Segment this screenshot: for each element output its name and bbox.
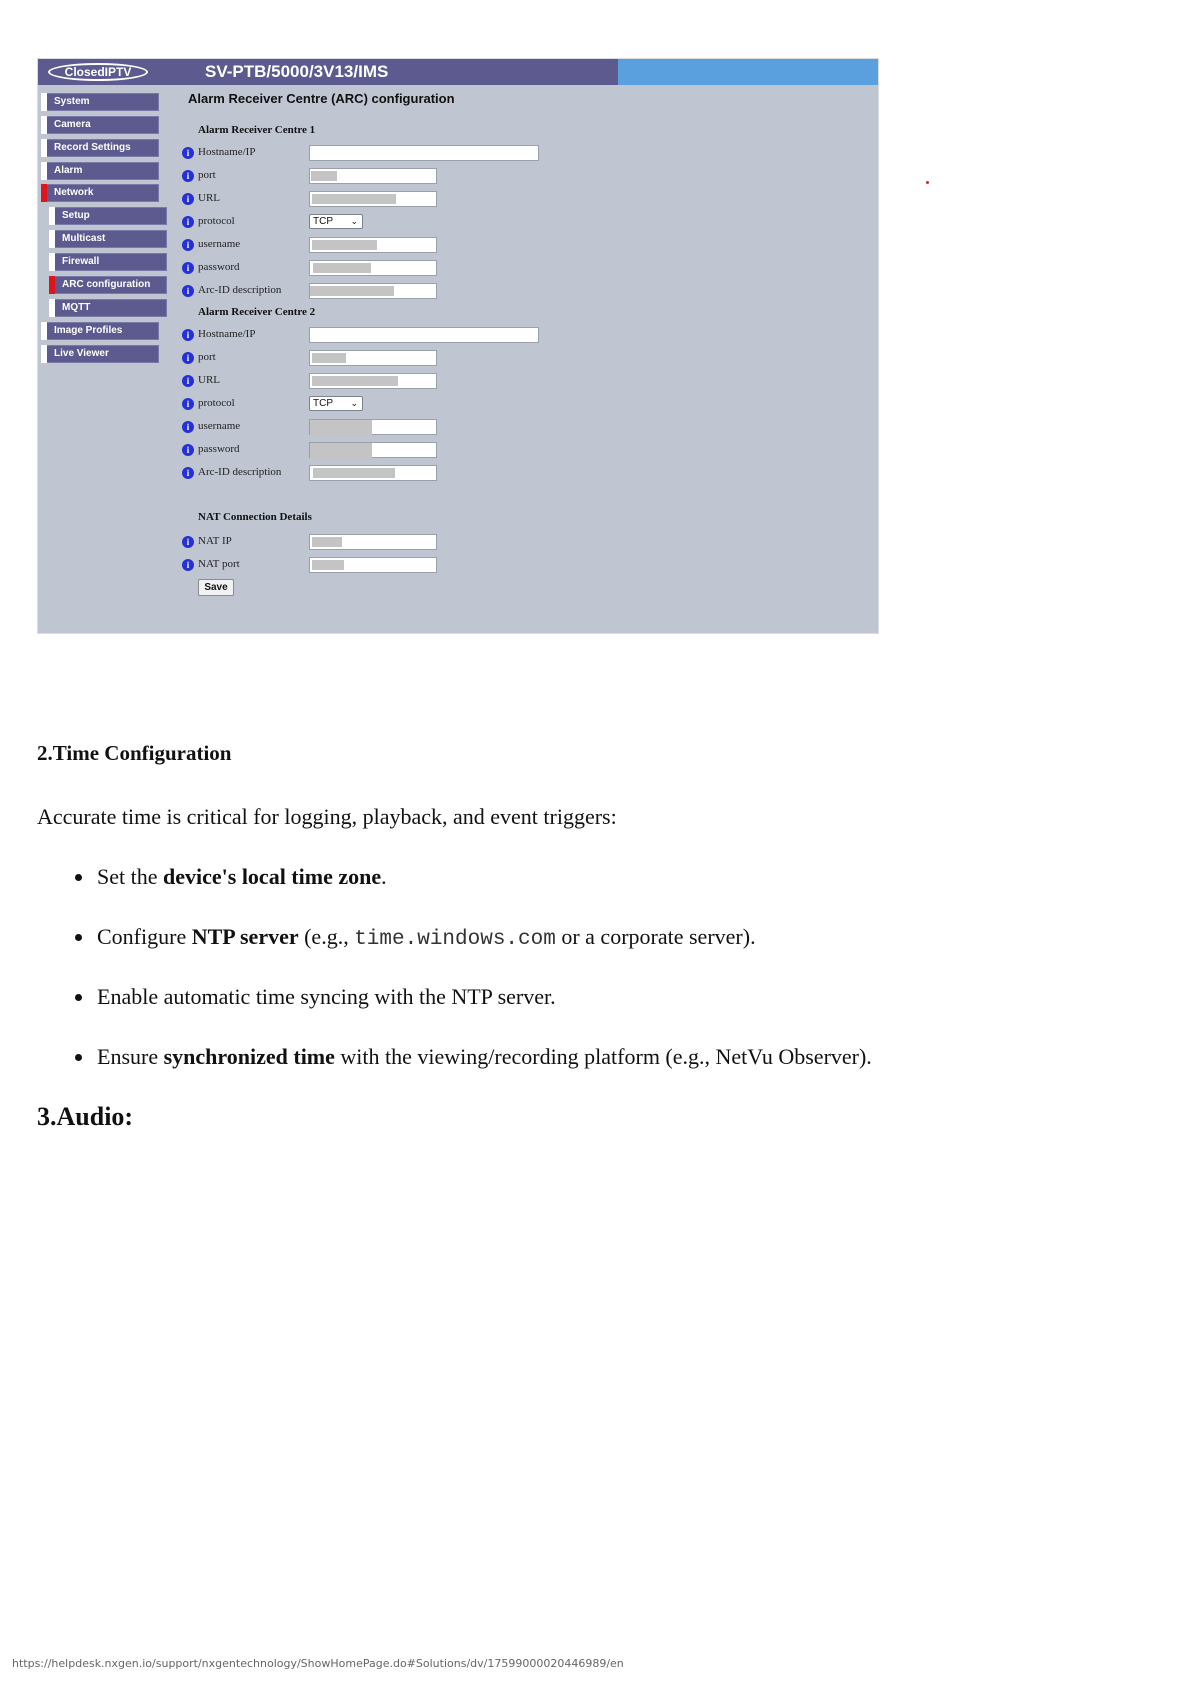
redacted-value — [312, 240, 377, 250]
field-label: password — [198, 443, 240, 455]
info-icon[interactable]: i — [182, 352, 194, 364]
sidebar-item-network[interactable]: Network — [41, 184, 159, 202]
chevron-down-icon: ⌄ — [350, 398, 358, 408]
nat-port-input[interactable] — [309, 557, 437, 573]
bold-text: device's local time zone — [163, 864, 382, 889]
field-label: password — [198, 261, 240, 273]
sidebar-item-camera[interactable]: Camera — [41, 116, 159, 134]
field-label: username — [198, 420, 241, 432]
arc2-password-input[interactable] — [309, 442, 437, 458]
list-item — [97, 984, 872, 1044]
info-icon[interactable]: i — [182, 536, 194, 548]
logo-prefix: Closed — [64, 65, 105, 79]
sidebar-item-alarm[interactable]: Alarm — [41, 162, 159, 180]
info-icon[interactable]: i — [182, 421, 194, 433]
list-item — [97, 924, 872, 984]
arc2-protocol-select[interactable] — [309, 396, 363, 411]
arc2-username-input[interactable] — [309, 419, 437, 435]
nat-ip-input[interactable] — [309, 534, 437, 550]
redacted-value — [310, 286, 394, 296]
arc2-arcid-input[interactable] — [309, 465, 437, 481]
save-button[interactable]: Save — [198, 579, 234, 596]
field-label: URL — [198, 192, 220, 204]
redacted-value — [312, 537, 342, 547]
text: Configure — [97, 924, 192, 949]
sidebar-item-multicast[interactable]: Multicast — [49, 230, 167, 248]
sidebar-item-system[interactable]: System — [41, 93, 159, 111]
arc1-username-input[interactable] — [309, 237, 437, 253]
red-dot-marker — [926, 181, 929, 184]
text: or a corporate server). — [555, 924, 756, 949]
redacted-value — [312, 560, 344, 570]
field-label: port — [198, 351, 216, 363]
select-value: TCP — [313, 216, 333, 227]
arc1-url-input[interactable] — [309, 191, 437, 207]
info-icon[interactable]: i — [182, 467, 194, 479]
text: Enable automatic time syncing with the NTP server. — [97, 984, 556, 1009]
info-icon[interactable]: i — [182, 329, 194, 341]
page-heading: Alarm Receiver Centre (ARC) configuration — [188, 91, 455, 106]
select-value: TCP — [313, 398, 333, 409]
info-icon[interactable]: i — [182, 147, 194, 159]
sidebar-item-live-viewer[interactable]: Live Viewer — [41, 345, 159, 363]
field-label: protocol — [198, 215, 235, 227]
redacted-value — [312, 194, 396, 204]
time-intro-paragraph: Accurate time is critical for logging, playback, and event triggers: — [37, 804, 617, 829]
nat-title: NAT Connection Details — [198, 511, 312, 523]
redacted-value — [312, 353, 346, 363]
text: Set the — [97, 864, 163, 889]
info-icon[interactable]: i — [182, 216, 194, 228]
bold-text: synchronized time — [163, 1044, 335, 1069]
info-icon[interactable]: i — [182, 170, 194, 182]
redacted-value — [312, 376, 398, 386]
redacted-value — [311, 171, 337, 181]
arc1-password-input[interactable] — [309, 260, 437, 276]
sidebar-item-mqtt[interactable]: MQTT — [49, 299, 167, 317]
info-icon[interactable]: i — [182, 285, 194, 297]
list-item — [97, 864, 872, 924]
bold-text: NTP server — [191, 924, 299, 949]
logo-suffix: IPTV — [104, 65, 132, 79]
redacted-value — [310, 420, 372, 436]
sidebar-item-arc-configuration[interactable]: ARC configuration — [49, 276, 167, 294]
arc2-hostname-input[interactable] — [309, 327, 539, 343]
arc2-url-input[interactable] — [309, 373, 437, 389]
field-label: Hostname/IP — [198, 146, 256, 158]
text: with the viewing/recording platform (e.g., NetVu Observer). — [334, 1044, 872, 1069]
code-text: time.windows.com — [354, 928, 556, 951]
info-icon[interactable]: i — [182, 559, 194, 571]
audio-heading: 3.Audio: — [37, 1102, 134, 1131]
sidebar-item-image-profiles[interactable]: Image Profiles — [41, 322, 159, 340]
sidebar-item-record-settings[interactable]: Record Settings — [41, 139, 159, 157]
sidebar-item-setup[interactable]: Setup — [49, 207, 167, 225]
field-label: username — [198, 238, 241, 250]
info-icon[interactable]: i — [182, 444, 194, 456]
arc2-port-input[interactable] — [309, 350, 437, 366]
arc1-port-input[interactable] — [309, 168, 437, 184]
info-icon[interactable]: i — [182, 239, 194, 251]
info-icon[interactable]: i — [182, 398, 194, 410]
arc1-hostname-input[interactable] — [309, 145, 539, 161]
info-icon[interactable]: i — [182, 375, 194, 387]
sidebar-item-firewall[interactable]: Firewall — [49, 253, 167, 271]
arc1-protocol-select[interactable] — [309, 214, 363, 229]
arc1-arcid-input[interactable] — [309, 283, 437, 299]
footer-url: https://helpdesk.nxgen.io/support/nxgentechnology/ShowHomePage.do#Solutions/dv/17599000020446989/en — [12, 1657, 624, 1670]
field-label: Arc-ID description — [198, 466, 282, 478]
field-label: protocol — [198, 397, 235, 409]
arc-config-screenshot — [37, 58, 879, 634]
list-item — [97, 1044, 872, 1104]
redacted-value — [310, 443, 372, 459]
arc1-title: Alarm Receiver Centre 1 — [198, 124, 316, 136]
field-label: URL — [198, 374, 220, 386]
field-label: Hostname/IP — [198, 328, 256, 340]
field-label: Arc-ID description — [198, 284, 282, 296]
text: Ensure — [97, 1044, 164, 1069]
text: (e.g., — [298, 924, 355, 949]
info-icon[interactable]: i — [182, 193, 194, 205]
header-accent-bar — [618, 59, 878, 85]
field-label: NAT IP — [198, 535, 232, 547]
device-title: SV-PTB/5000/3V13/IMS — [205, 62, 389, 81]
chevron-down-icon: ⌄ — [350, 216, 358, 226]
field-label: NAT port — [198, 558, 240, 570]
time-configuration-heading: 2.Time Configuration — [37, 741, 232, 765]
field-label: port — [198, 169, 216, 181]
redacted-value — [313, 468, 395, 478]
info-icon[interactable]: i — [182, 262, 194, 274]
time-bullet-list — [97, 864, 872, 1104]
closediptv-logo — [48, 63, 148, 81]
arc2-title: Alarm Receiver Centre 2 — [198, 306, 316, 318]
redacted-value — [313, 263, 371, 273]
text: . — [381, 864, 387, 889]
